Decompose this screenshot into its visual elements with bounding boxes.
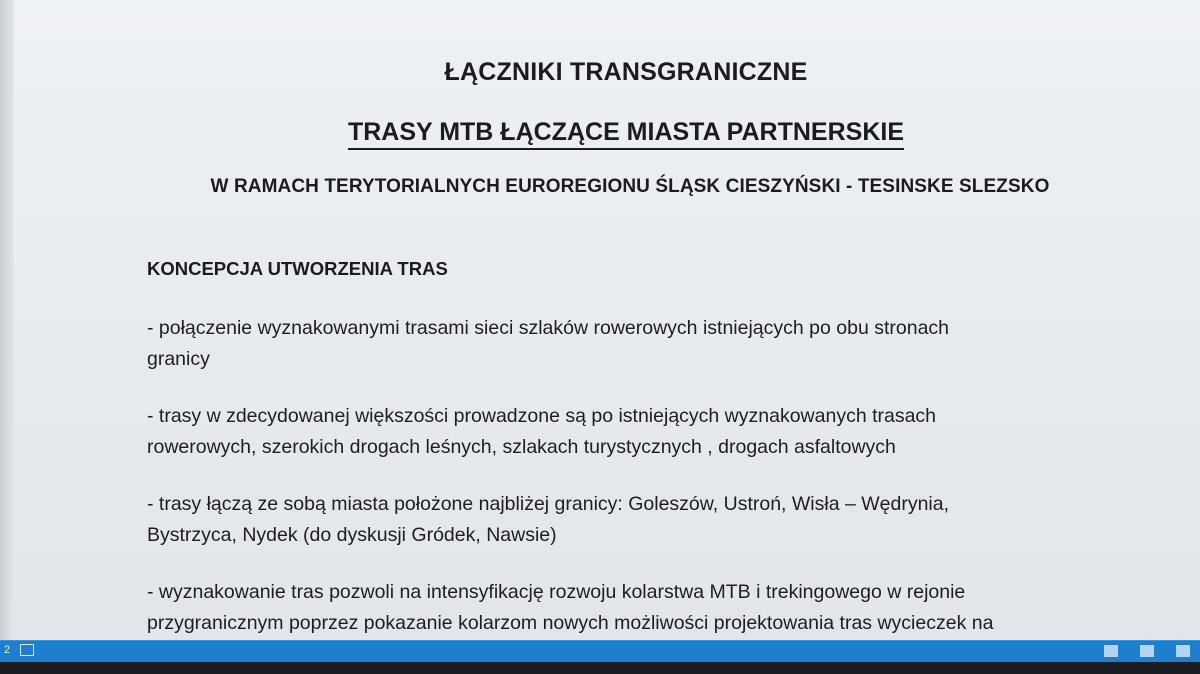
web-layout-icon[interactable] [1176,645,1190,657]
paragraph [147,401,1087,463]
paragraph-line: rowerowych, szerokich drogach leśnych, szlakach turystycznych , drogach asfaltowych [147,436,896,458]
document-stats-icon[interactable] [20,644,34,656]
document-subtitle-text: TRASY MTB ŁĄCZĄCE MIASTA PARTNERSKIE [348,118,904,150]
read-mode-icon[interactable] [1104,645,1118,657]
paragraph-line: - wyznakowanie tras pozwoli na intensyfikację rozwoju kolarstwa MTB i trekingowego w rejonie [147,581,966,603]
paragraph-line: - trasy łączą ze sobą miasta położone najbliżej granicy: Goleszów, Ustroń, Wisła – Wędrynia, [147,493,950,515]
paragraph [147,577,1087,639]
screen-bottom-edge [0,662,1200,674]
paragraph-line: granicy [147,348,210,370]
region-line: W RAMACH TERYTORIALNYCH EUROREGIONU ŚLĄSK CIESZYŃSKI - TESINSKE SLEZSKO [210,176,1050,197]
section-heading: KONCEPCJA UTWORZENIA TRAS [147,258,448,279]
paragraph-line: przygranicznym poprzez pokazanie kolarzom nowych możliwości projektowania tras wycieczek na [147,612,994,634]
page-indicator[interactable]: 2 [4,644,11,656]
paragraph [147,489,1087,551]
status-bar-right [1104,645,1190,657]
paragraph-line: - trasy w zdecydowanej większości prowadzone są po istniejących wyznakowanych trasach [147,405,937,427]
paragraph-line: - połączenie wyznakowanymi trasami sieci szlaków rowerowych istniejących po obu stronach [147,317,950,339]
page-left-edge [0,0,14,640]
paragraph [147,313,1087,375]
paragraph-line: Bystrzyca, Nydek (do dyskusji Gródek, Nawsie) [147,524,557,546]
print-layout-icon[interactable] [1140,645,1154,657]
status-bar [0,640,1200,663]
document-subtitle [0,118,1200,147]
document-title: ŁĄCZNIKI TRANSGRANICZNE [444,58,808,86]
status-bar-left [4,644,34,656]
